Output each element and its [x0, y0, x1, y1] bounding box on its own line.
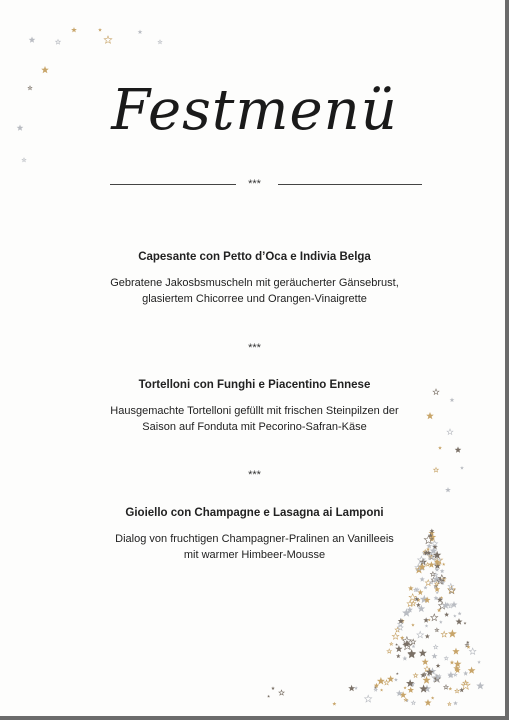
star-icon — [441, 631, 447, 637]
star-icon — [438, 575, 445, 582]
star-icon — [387, 675, 394, 682]
star-icon — [158, 40, 162, 44]
star-icon — [429, 667, 437, 674]
course-3-title: Gioiello con Champagne e Lasagna ai Lamponi — [125, 507, 384, 519]
star-icon — [420, 566, 424, 570]
star-icon — [434, 573, 438, 576]
star-icon — [390, 642, 393, 645]
star-icon — [425, 580, 431, 586]
star-icon — [444, 685, 448, 689]
star-icon — [374, 686, 378, 689]
star-icon — [412, 644, 416, 648]
star-icon — [398, 618, 404, 624]
star-icon — [392, 633, 399, 639]
star-icon — [436, 591, 439, 594]
star-icon — [427, 673, 431, 677]
star-icon — [439, 602, 446, 609]
star-icon — [395, 643, 398, 646]
star-icon — [438, 577, 443, 582]
star-icon — [435, 628, 439, 631]
star-icon — [354, 686, 358, 689]
star-icon — [417, 631, 424, 637]
star-icon — [409, 594, 416, 601]
star-icon — [267, 695, 270, 698]
star-icon — [407, 649, 416, 657]
star-icon — [408, 687, 415, 693]
star-icon — [377, 677, 385, 685]
star-icon — [419, 684, 428, 692]
star-icon — [400, 636, 404, 640]
star-icon — [445, 487, 451, 492]
star-icon — [432, 674, 440, 682]
star-icon — [448, 629, 457, 637]
star-icon — [428, 619, 431, 622]
star-icon — [423, 617, 429, 623]
star-icon — [448, 702, 451, 705]
star-icon — [448, 687, 452, 691]
star-icon — [421, 598, 425, 602]
star-icon — [420, 577, 425, 582]
star-icon — [459, 687, 464, 692]
star-icon — [365, 695, 372, 702]
star-icon — [454, 667, 460, 673]
course-2 — [0, 379, 509, 435]
star-icon — [415, 588, 419, 592]
star-icon — [271, 686, 275, 690]
star-icon — [403, 641, 412, 649]
star-icon — [447, 671, 454, 678]
star-icon — [440, 596, 443, 599]
star-icon — [469, 648, 476, 654]
star-icon — [425, 624, 429, 627]
star-icon — [431, 614, 438, 621]
star-icon — [439, 620, 443, 624]
star-icon — [398, 621, 403, 626]
star-icon — [464, 622, 467, 625]
star-icon — [419, 649, 427, 657]
star-icon — [451, 601, 458, 608]
star-icon — [348, 685, 355, 692]
star-icon — [430, 581, 433, 584]
star-icon — [387, 649, 391, 653]
star-icon — [438, 675, 441, 678]
course-separator-1: *** — [248, 342, 261, 354]
star-icon — [414, 597, 419, 602]
star-icon — [423, 598, 426, 601]
star-icon — [396, 654, 401, 658]
star-icon — [437, 608, 441, 612]
star-icon — [138, 30, 143, 35]
divider-rule-right — [278, 184, 422, 185]
star-icon — [417, 589, 423, 595]
star-icon — [424, 597, 431, 604]
star-icon — [448, 584, 454, 589]
star-icon — [426, 563, 430, 566]
star-icon — [397, 625, 403, 630]
star-icon — [432, 653, 438, 659]
star-icon — [453, 665, 460, 672]
course-2-description — [0, 403, 509, 435]
star-icon — [415, 564, 422, 570]
star-icon — [400, 691, 407, 698]
course-3-description — [0, 531, 509, 563]
star-icon — [434, 586, 440, 592]
star-icon — [332, 702, 336, 706]
star-icon — [384, 680, 389, 685]
star-icon — [437, 578, 444, 584]
course-1-desc-line-1: Gebratene Jakosbsmuscheln mit geräucherter Gänsebrust, — [110, 277, 399, 289]
star-icon — [456, 618, 463, 625]
star-icon — [424, 666, 430, 671]
star-icon — [98, 28, 102, 32]
star-icon — [41, 66, 49, 73]
star-icon — [424, 699, 431, 706]
course-1 — [0, 251, 509, 307]
star-icon — [454, 660, 462, 667]
star-icon — [104, 36, 112, 43]
star-icon — [454, 673, 457, 676]
star-icon — [436, 663, 441, 667]
course-3-desc-line-2: mit warmer Himbeer-Mousse — [183, 549, 326, 561]
star-icon — [413, 673, 417, 677]
star-icon — [403, 640, 411, 647]
course-2-title: Tortelloni con Funghi e Piacentino Ennese — [138, 379, 371, 391]
star-icon — [434, 596, 439, 601]
star-icon — [29, 37, 36, 43]
title-divider — [0, 174, 509, 194]
star-icon — [432, 674, 441, 683]
star-icon — [434, 562, 441, 569]
star-icon — [422, 658, 429, 665]
star-icon — [22, 158, 26, 162]
star-icon — [463, 671, 468, 676]
star-icon — [425, 634, 430, 639]
star-icon — [416, 603, 421, 608]
star-icon — [396, 672, 399, 675]
star-icon — [402, 656, 407, 661]
star-icon — [394, 678, 398, 682]
star-icon — [402, 608, 411, 616]
star-icon — [411, 601, 416, 606]
course-1-desc-line-2: glasiertem Chicorree und Orangen-Vinaigrette — [142, 293, 367, 305]
star-icon — [405, 699, 409, 703]
star-icon — [411, 639, 416, 644]
star-icon — [423, 585, 427, 589]
star-icon — [461, 681, 470, 689]
menu-title: Festmenü — [111, 78, 398, 143]
star-icon — [466, 641, 469, 644]
star-icon — [423, 685, 431, 693]
star-icon — [410, 681, 416, 686]
star-icon — [476, 682, 484, 690]
star-icon — [406, 679, 414, 687]
star-icon — [458, 612, 462, 616]
star-icon — [453, 701, 458, 706]
star-icon — [465, 644, 468, 647]
star-icon — [448, 604, 452, 608]
star-icon — [408, 650, 417, 658]
course-1-title: Capesante con Petto d’Oca e Indivia Belga — [138, 251, 371, 263]
star-icon — [404, 686, 407, 689]
star-icon — [468, 667, 476, 674]
star-icon — [441, 581, 445, 585]
star-icon — [403, 637, 412, 645]
course-separator-2: *** — [248, 469, 261, 481]
star-icon — [411, 701, 415, 705]
course-3-desc-line-1: Dialog von fruchtigen Champagner-Pralinen an Vanilleeis — [115, 533, 394, 545]
star-icon — [404, 698, 407, 701]
star-icon — [434, 645, 438, 649]
star-icon — [415, 565, 424, 573]
star-icon — [438, 446, 442, 450]
star-icon — [450, 660, 455, 664]
star-icon — [431, 696, 435, 699]
star-icon — [279, 690, 284, 695]
star-icon — [418, 564, 425, 570]
star-icon — [442, 577, 446, 581]
star-icon — [442, 602, 450, 609]
star-icon — [395, 645, 402, 652]
course-2-desc-line-2: Saison auf Fonduta mit Pecorino-Safran-Käse — [142, 421, 367, 433]
star-icon — [416, 598, 421, 603]
star-icon — [414, 588, 418, 591]
star-icon — [374, 683, 379, 688]
divider-asterisks: *** — [248, 178, 261, 190]
star-icon — [434, 585, 437, 588]
star-icon — [444, 612, 449, 617]
star-icon — [437, 597, 443, 603]
star-icon — [71, 27, 77, 32]
star-icon — [435, 567, 440, 571]
star-icon — [467, 645, 471, 649]
star-icon — [395, 627, 400, 632]
star-icon — [435, 582, 439, 586]
star-icon — [463, 680, 468, 685]
star-icon — [423, 676, 431, 684]
star-icon — [477, 660, 481, 663]
star-icon — [435, 674, 441, 680]
star-icon — [407, 606, 413, 612]
star-icon — [408, 586, 414, 591]
star-icon — [426, 668, 434, 676]
star-icon — [396, 690, 403, 696]
star-icon — [444, 656, 448, 660]
star-icon — [411, 623, 415, 626]
star-icon — [448, 673, 453, 678]
course-2-desc-line-1: Hausgemachte Tortelloni gefüllt mit frischen Steinpilzen der — [110, 405, 399, 417]
star-icon — [374, 688, 377, 691]
star-icon — [431, 577, 436, 582]
star-icon — [420, 672, 426, 678]
star-icon — [56, 40, 61, 45]
star-icon — [431, 572, 436, 577]
star-icon — [448, 586, 455, 593]
star-icon — [440, 569, 445, 573]
star-icon — [452, 648, 459, 655]
star-icon — [417, 605, 425, 612]
star-icon — [446, 602, 450, 606]
star-icon — [455, 447, 462, 453]
star-icon — [453, 614, 457, 617]
star-icon — [407, 601, 413, 607]
course-1-description — [0, 275, 509, 307]
course-3 — [0, 507, 509, 563]
star-icon — [400, 619, 405, 623]
star-icon — [380, 689, 383, 692]
star-icon — [455, 689, 459, 693]
star-icon — [433, 575, 441, 583]
star-icon — [418, 563, 426, 570]
star-icon — [449, 588, 455, 594]
star-icon — [423, 673, 426, 676]
star-icon — [420, 595, 429, 603]
